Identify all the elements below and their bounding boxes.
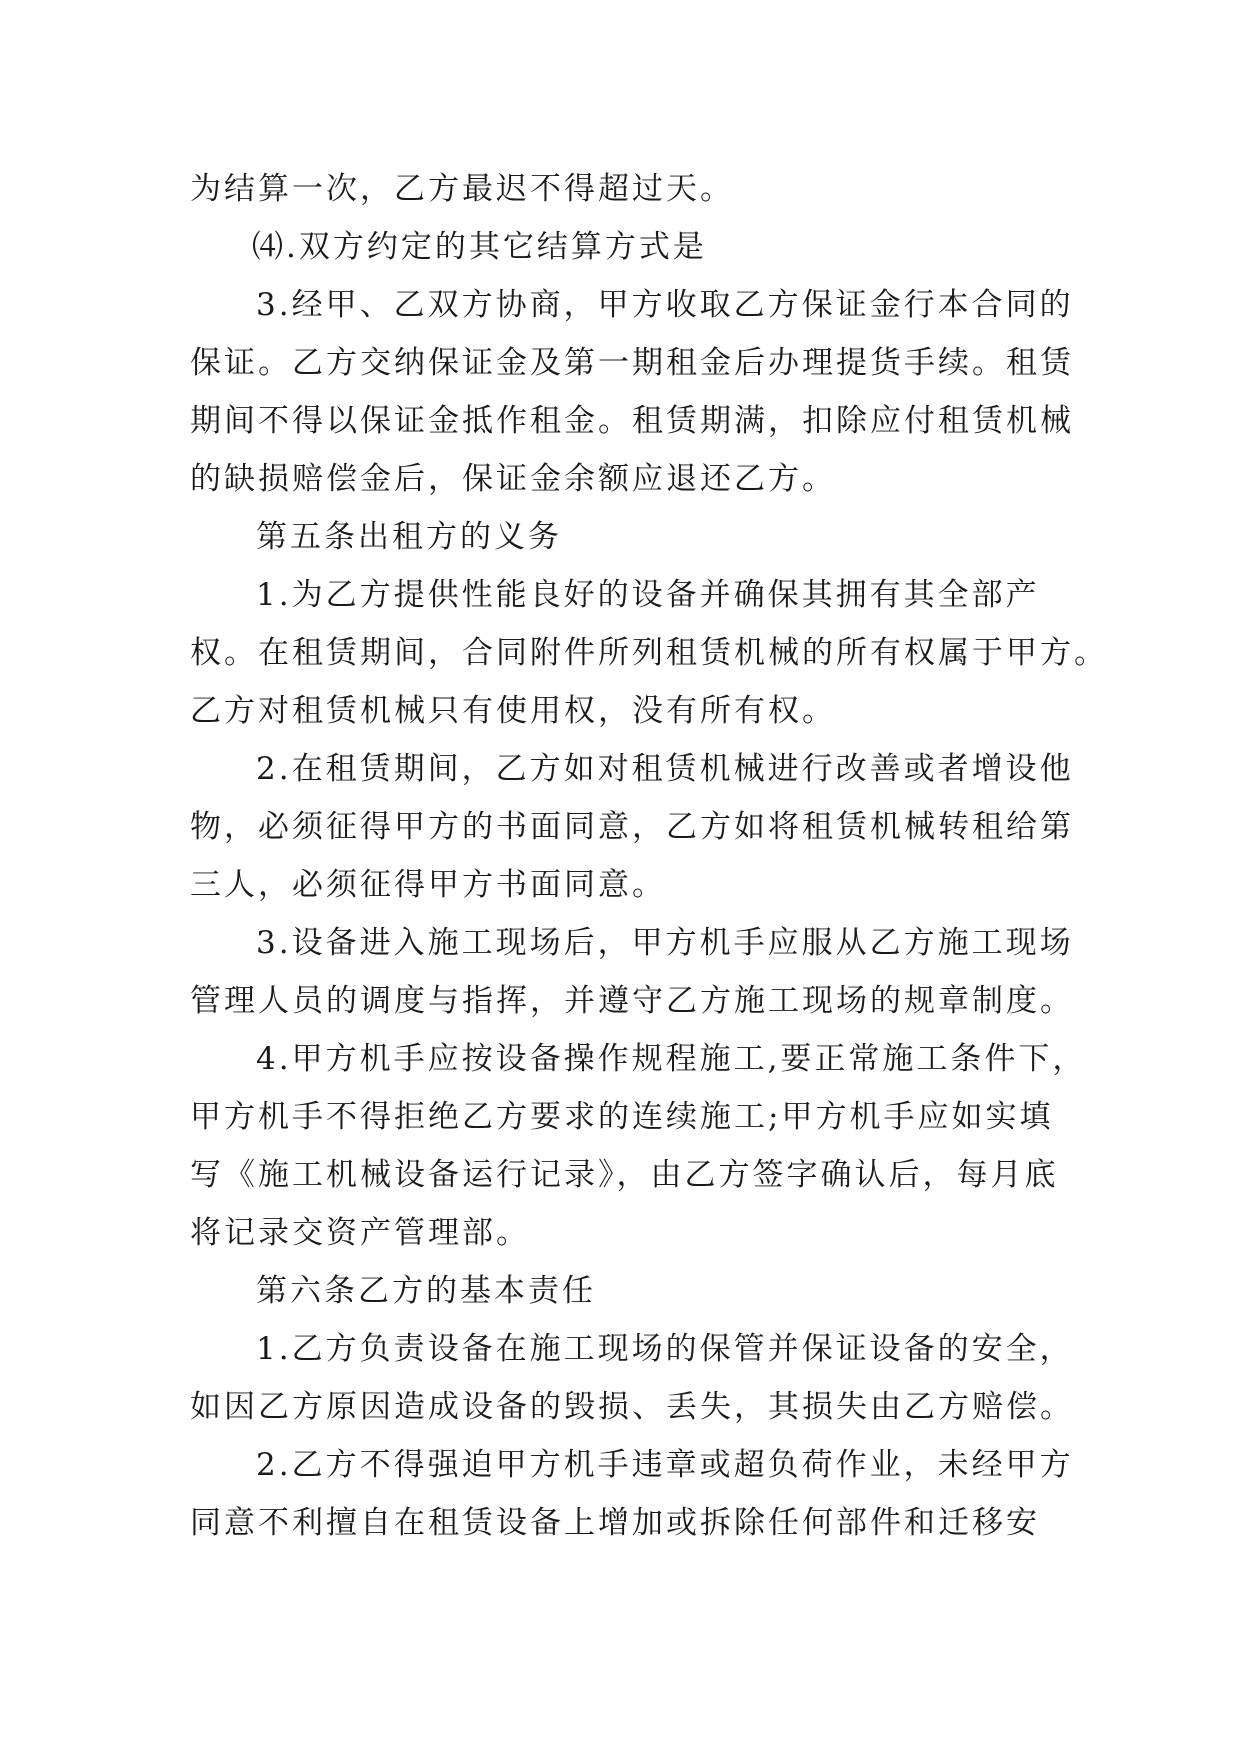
- text-line: 2.在租赁期间，乙方如对租赁机械进行改善或者增设他: [256, 751, 1074, 787]
- text-line: 3.经甲、乙双方协商，甲方收取乙方保证金行本合同的: [256, 287, 1074, 323]
- text-line: 物，必须征得甲方的书面同意，乙方如将租赁机械转租给第: [190, 809, 1074, 845]
- text-line: 1.为乙方提供性能良好的设备并确保其拥有其全部产: [256, 577, 1040, 613]
- text-line: 3.设备进入施工现场后，甲方机手应服从乙方施工现场: [256, 925, 1074, 961]
- section-heading: 第六条乙方的基本责任: [256, 1273, 596, 1309]
- text-line: 权。在租赁期间，合同附件所列租赁机械的所有权属于甲方。: [190, 635, 1108, 671]
- text-line: 同意不利擅自在租赁设备上增加或拆除任何部件和迁移安: [190, 1505, 1040, 1541]
- text-line: 管理人员的调度与指挥，并遵守乙方施工现场的规章制度。: [190, 983, 1074, 1019]
- section-heading: 第五条出租方的义务: [256, 519, 562, 555]
- text-line: 4.甲方机手应按设备操作规程施工,要正常施工条件下，: [256, 1041, 1087, 1077]
- text-line: 乙方对租赁机械只有使用权，没有所有权。: [190, 693, 836, 729]
- text-line: 如因乙方原因造成设备的毁损、丢失，其损失由乙方赔偿。: [190, 1389, 1074, 1425]
- text-line: ⑷.双方约定的其它结算方式是: [252, 229, 707, 265]
- text-line: 写《施工机械设备运行记录》，由乙方签字确认后，每月底: [190, 1157, 1059, 1193]
- text-line: 保证。乙方交纳保证金及第一期租金后办理提货手续。租赁: [190, 345, 1074, 381]
- text-line: 1.乙方负责设备在施工现场的保管并保证设备的安全，: [256, 1331, 1074, 1367]
- text-line: 三人，必须征得甲方书面同意。: [190, 867, 666, 903]
- text-line: 甲方机手不得拒绝乙方要求的连续施工;甲方机手应如实填: [190, 1099, 1054, 1135]
- text-line: 2.乙方不得强迫甲方机手违章或超负荷作业，未经甲方: [256, 1447, 1074, 1483]
- text-line: 的缺损赔偿金后，保证金余额应退还乙方。: [190, 461, 836, 497]
- text-line: 将记录交资产管理部。: [190, 1215, 530, 1251]
- text-line: 为结算一次，乙方最迟不得超过天。: [190, 171, 734, 207]
- text-line: 期间不得以保证金抵作租金。租赁期满，扣除应付租赁机械: [190, 403, 1074, 439]
- document-body: [190, 160, 1108, 1552]
